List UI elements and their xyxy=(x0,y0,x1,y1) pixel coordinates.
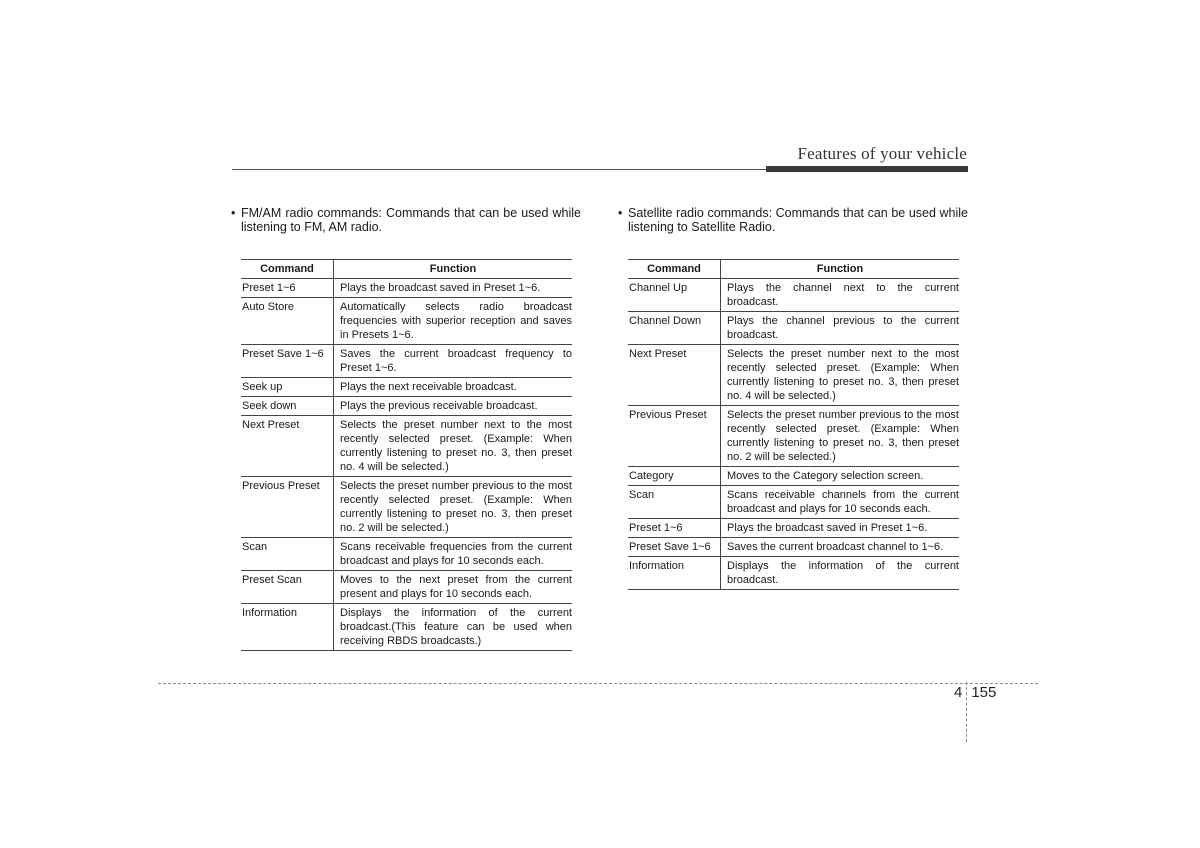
section-title: Features of your vehicle xyxy=(797,144,967,163)
table-row xyxy=(628,486,959,519)
function-cell: Plays the broadcast saved in Preset 1~6. xyxy=(334,279,573,298)
function-cell: Selects the preset number next to the most recently selected preset. (Example: When currently listening to preset no. 3, then preset no. 4 will be selected.) xyxy=(721,345,960,406)
fm-am-intro xyxy=(231,206,581,234)
table-row xyxy=(628,467,959,486)
function-cell: Moves to the Category selection screen. xyxy=(721,467,960,486)
fm-am-section xyxy=(231,206,581,651)
command-cell: Channel Down xyxy=(628,312,721,345)
command-cell: Preset 1~6 xyxy=(628,519,721,538)
bullet-mark: • xyxy=(618,206,623,220)
function-cell: Scans receivable frequencies from the current broadcast and plays for 10 seconds each. xyxy=(334,538,573,571)
function-cell: Displays the information of the current broadcast. xyxy=(721,557,960,590)
command-column-header: Command xyxy=(628,260,721,279)
table-row xyxy=(241,477,572,538)
page-number xyxy=(954,684,996,701)
command-cell: Preset Save 1~6 xyxy=(628,538,721,557)
command-cell: Preset 1~6 xyxy=(241,279,334,298)
chapter-number: 4 xyxy=(954,684,963,701)
intro-text: Satellite radio commands: Commands that can be used while listening to Satellite Radio. xyxy=(628,206,968,234)
function-cell: Plays the broadcast saved in Preset 1~6. xyxy=(721,519,960,538)
command-cell: Information xyxy=(241,604,334,651)
function-cell: Saves the current broadcast frequency to Preset 1~6. xyxy=(334,345,573,378)
table-row xyxy=(241,416,572,477)
page-number-value: 155 xyxy=(971,684,997,701)
command-cell: Next Preset xyxy=(628,345,721,406)
satellite-section xyxy=(618,206,968,590)
table-row xyxy=(628,345,959,406)
function-cell: Scans receivable channels from the current broadcast and plays for 10 seconds each. xyxy=(721,486,960,519)
table-row xyxy=(241,604,572,651)
function-cell: Displays the information of the current broadcast.(This feature can be used when receiving RBDS broadcasts.) xyxy=(334,604,573,651)
command-cell: Scan xyxy=(241,538,334,571)
table-row xyxy=(628,406,959,467)
command-cell: Preset Scan xyxy=(241,571,334,604)
command-cell: Scan xyxy=(628,486,721,519)
table-row xyxy=(628,312,959,345)
command-cell: Category xyxy=(628,467,721,486)
command-column-header: Command xyxy=(241,260,334,279)
function-column-header: Function xyxy=(334,260,573,279)
table-row xyxy=(628,557,959,590)
table-row xyxy=(241,571,572,604)
command-cell: Previous Preset xyxy=(628,406,721,467)
command-cell: Information xyxy=(628,557,721,590)
header-rule-accent xyxy=(766,166,968,172)
command-cell: Auto Store xyxy=(241,298,334,345)
satellite-command-table xyxy=(628,259,959,590)
command-cell: Seek up xyxy=(241,378,334,397)
table-row xyxy=(241,538,572,571)
function-cell: Selects the preset number previous to the most recently selected preset. (Example: When currently listening to preset no. 3, then preset no. 2 will be selected.) xyxy=(334,477,573,538)
command-cell: Channel Up xyxy=(628,279,721,312)
function-cell: Selects the preset number previous to the most recently selected preset. (Example: When currently listening to preset no. 3, then preset no. 2 will be selected.) xyxy=(721,406,960,467)
function-cell: Automatically selects radio broadcast frequencies with superior reception and saves in Presets 1~6. xyxy=(334,298,573,345)
function-cell: Moves to the next preset from the current present and plays for 10 seconds each. xyxy=(334,571,573,604)
table-row xyxy=(628,538,959,557)
function-cell: Saves the current broadcast channel to 1~6. xyxy=(721,538,960,557)
table-header-row xyxy=(628,260,959,279)
header-rule xyxy=(232,169,766,170)
table-row xyxy=(241,378,572,397)
bullet-mark: • xyxy=(231,206,236,220)
function-cell: Plays the next receivable broadcast. xyxy=(334,378,573,397)
function-cell: Plays the previous receivable broadcast. xyxy=(334,397,573,416)
table-row xyxy=(241,279,572,298)
table-row xyxy=(628,279,959,312)
command-cell: Seek down xyxy=(241,397,334,416)
satellite-intro xyxy=(618,206,968,234)
fm-am-command-table xyxy=(241,259,572,651)
command-cell: Next Preset xyxy=(241,416,334,477)
page-number-separator xyxy=(966,682,967,742)
command-cell: Preset Save 1~6 xyxy=(241,345,334,378)
function-column-header: Function xyxy=(721,260,960,279)
function-cell: Selects the preset number next to the most recently selected preset. (Example: When currently listening to preset no. 3, then preset no. 4 will be selected.) xyxy=(334,416,573,477)
footer-rule xyxy=(158,683,1038,684)
function-cell: Plays the channel previous to the current broadcast. xyxy=(721,312,960,345)
function-cell: Plays the channel next to the current broadcast. xyxy=(721,279,960,312)
table-header-row xyxy=(241,260,572,279)
intro-text: FM/AM radio commands: Commands that can be used while listening to FM, AM radio. xyxy=(241,206,581,234)
command-cell: Previous Preset xyxy=(241,477,334,538)
table-row xyxy=(241,397,572,416)
table-row xyxy=(241,345,572,378)
table-row xyxy=(628,519,959,538)
table-row xyxy=(241,298,572,345)
